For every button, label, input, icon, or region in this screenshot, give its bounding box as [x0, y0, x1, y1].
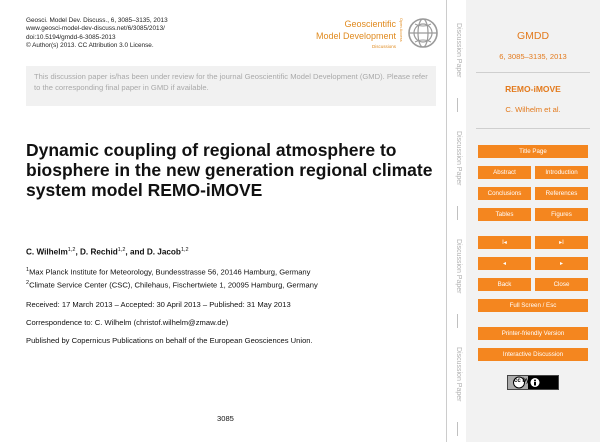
sidebar-divider: [476, 72, 590, 73]
sidebar-divider: [476, 128, 590, 129]
full-screen-button[interactable]: Full Screen / Esc: [478, 299, 588, 312]
tab-separator: [457, 206, 458, 220]
correspondence[interactable]: Correspondence to: C. Wilhelm (christof.wilhelm@zmaw.de): [26, 318, 229, 327]
logo-line-1: Geoscientific: [344, 19, 396, 29]
author-name: C. Wilhelm: [26, 247, 68, 257]
citation-line: © Author(s) 2013. CC Attribution 3.0 License.: [26, 42, 154, 50]
author-name: D. Jacob: [146, 247, 181, 257]
citation-block: [26, 17, 168, 51]
close-button[interactable]: Close: [535, 278, 588, 291]
logo-line-2: Model Development: [315, 31, 396, 41]
next-page-button[interactable]: ▸: [535, 257, 588, 270]
printer-friendly-button[interactable]: Printer-friendly Version: [478, 327, 588, 340]
short-title: REMO-iMOVE: [505, 84, 561, 94]
citation-line[interactable]: www.geosci-model-dev-discuss.net/6/3085/2013/: [26, 25, 165, 33]
affiliation-text: Climate Service Center (CSC), Chilehaus, Fischertwiete 1, 20095 Hamburg, Germany: [29, 280, 318, 290]
tables-button[interactable]: Tables: [478, 208, 531, 221]
navigation-sidebar: [466, 0, 600, 442]
last-page-button[interactable]: ▸I: [535, 236, 588, 249]
tab-separator: [457, 422, 458, 436]
author-list: [26, 247, 189, 257]
figures-button[interactable]: Figures: [535, 208, 588, 221]
citation-line: doi:10.5194/gmdd-6-3085-2013: [26, 33, 116, 41]
tab-separator: [457, 314, 458, 328]
abstract-button[interactable]: Abstract: [478, 166, 531, 179]
title-page-button[interactable]: Title Page: [478, 145, 588, 158]
journal-logo: [292, 16, 442, 52]
sidebar-authors: C. Wilhelm et al.: [505, 105, 561, 114]
author-affiliation: 1,2: [67, 247, 76, 253]
conclusions-button[interactable]: Conclusions: [478, 187, 531, 200]
author-separator: , and: [125, 247, 147, 257]
discussion-paper-tab: Discussion Paper: [455, 238, 462, 294]
affiliation: [26, 278, 318, 291]
citation-line: Geosci. Model Dev. Discuss., 6, 3085–3135, 2013: [26, 17, 168, 24]
references-button[interactable]: References: [535, 187, 588, 200]
author-separator: ,: [75, 247, 80, 257]
discussion-paper-tab: Discussion Paper: [455, 22, 462, 78]
journal-name: GMDD: [516, 30, 550, 42]
previous-page-button[interactable]: ◂: [478, 257, 531, 270]
logo-discussions: Discussions: [371, 44, 396, 49]
paper-title: Dynamic coupling of regional atmosphere to biosphere in the new generation regional climate system model REMO-iMOVE: [26, 140, 433, 200]
globe-icon: [406, 16, 440, 50]
back-button[interactable]: Back: [478, 278, 531, 291]
review-notice: This discussion paper is/has been under review for the journal Geoscientific Model Development (GMD). Please refer to the corresponding final paper in GMD if available.: [26, 66, 436, 106]
affiliation-number: 1: [26, 267, 30, 273]
logo-open-access: Open Access: [399, 18, 404, 42]
author-affiliation: 1,2: [180, 247, 189, 253]
received-dates: Received: 17 March 2013 – Accepted: 30 April 2013 – Published: 31 May 2013: [26, 300, 291, 309]
cc-badge-text: cc by: [514, 378, 530, 384]
interactive-discussion-button[interactable]: Interactive Discussion: [478, 348, 588, 361]
publisher-note: Published by Copernicus Publications on behalf of the European Geosciences Union.: [26, 336, 313, 345]
discussion-paper-tab: Discussion Paper: [455, 346, 462, 402]
first-page-button[interactable]: I◂: [478, 236, 531, 249]
introduction-button[interactable]: Introduction: [535, 166, 588, 179]
affiliation: [26, 265, 310, 278]
affiliation-number: 2: [26, 280, 30, 286]
volume-info: 6, 3085–3135, 2013: [499, 52, 567, 61]
cc-license-badge[interactable]: [507, 375, 559, 390]
tab-separator: [457, 98, 458, 112]
discussion-paper-tab: Discussion Paper: [455, 130, 462, 186]
page-number: 3085: [217, 414, 234, 423]
author-affiliation: 1,2: [117, 247, 126, 253]
affiliation-text: Max Planck Institute for Meteorology, Bundesstrasse 56, 20146 Hamburg, Germany: [29, 267, 311, 277]
author-name: D. Rechid: [80, 247, 118, 257]
discussion-paper-divider: [446, 0, 466, 442]
